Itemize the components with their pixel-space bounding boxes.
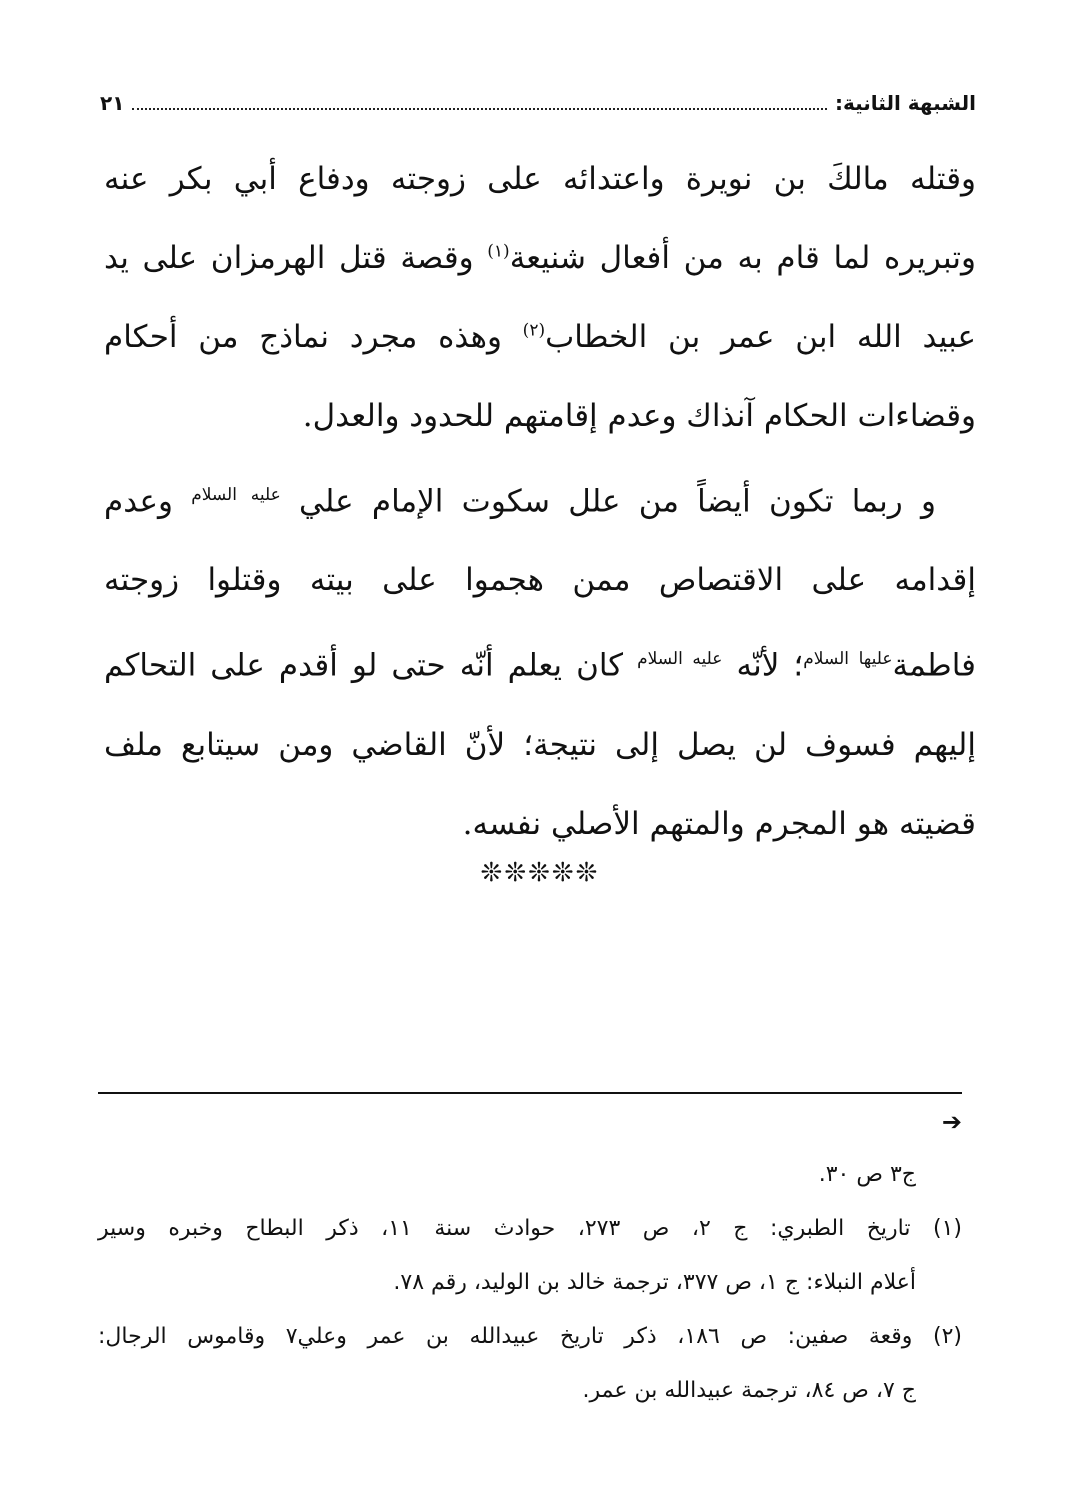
text-line: فاطمة$^{عليها السلام}$؛ لأنّه $^{عليه السلام}$ كان يعلم أنّه حتى لو أقدم على التحاكم [104,647,976,684]
footnote-separator [98,1092,962,1094]
main-text [104,140,976,864]
section-divider-stars: ❊❊❊❊❊ [480,858,600,888]
header-leader-dots [132,108,827,110]
text-line: إليهم فسوف لن يصل إلى نتيجة؛ لأنّ القاضي ومن سيتابع ملف [104,726,976,763]
text-line: إقدامه على الاقتصاص ممن هجموا على بيته وقتلوا زوجته [104,562,976,599]
footnote-ref-2: (٢) [522,320,546,341]
text-line: وتبريره لما قام به من أفعال شنيعة$^{(١)}$ وقصة قتل الهرمزان على يد [104,240,976,276]
blessing-glyph: عليها السلام [803,649,893,670]
continuation-arrow-icon: ➔ [941,1108,962,1136]
footnote-1-line-1: (١) تاريخ الطبري: ج ٢، ص ٢٧٣، حوادث سنة ١١، ذكر البطاح وخبره وسير [98,1216,962,1241]
text-line: و ربما تكون أيضاً من علل سكوت الإمام علي $^{عليه السلام}$ وعدم [104,483,936,520]
paragraph-1 [104,140,976,456]
blessing-glyph: عليه السلام [637,649,723,670]
footnote-ref-1: (١) [487,241,510,262]
page-number: ٢١ [100,91,125,115]
text-line: وقضاءات الحكام آنذاك وعدم إقامتهم للحدود والعدل. [302,398,976,434]
footnote-1-line-2: أعلام النبلاء: ج ١، ص ٣٧٧، ترجمة خالد بن الوليد، رقم ٧٨. [393,1270,916,1295]
text-line: عبيد الله ابن عمر بن الخطاب$^{(٢)}$ وهذه مجرد نماذج من أحكام [104,319,976,355]
paragraph-2 [104,456,976,864]
footnote-2-line-1: (٢) وقعة صفين: ص ١٨٦، ذكر تاريخ عبيدالله بن عمر وعلي٧ وقاموس الرجال: [98,1324,962,1349]
footnote-continued: ج٣ ص ٣٠. [818,1162,916,1187]
text-line: وقتله مالكَ بن نويرة واعتدائه على زوجته ودفاع أبي بكر عنه [104,161,976,197]
running-header [100,86,976,120]
text-line: قضيته هو المجرم والمتهم الأصلي نفسه. [462,805,976,842]
header-title: الشبهة الثانية: [834,91,976,115]
footnote-2-line-2: ج ٧، ص ٨٤، ترجمة عبيدالله بن عمر. [582,1378,916,1403]
footnotes [98,1148,962,1418]
blessing-glyph: عليه السلام [191,485,281,505]
